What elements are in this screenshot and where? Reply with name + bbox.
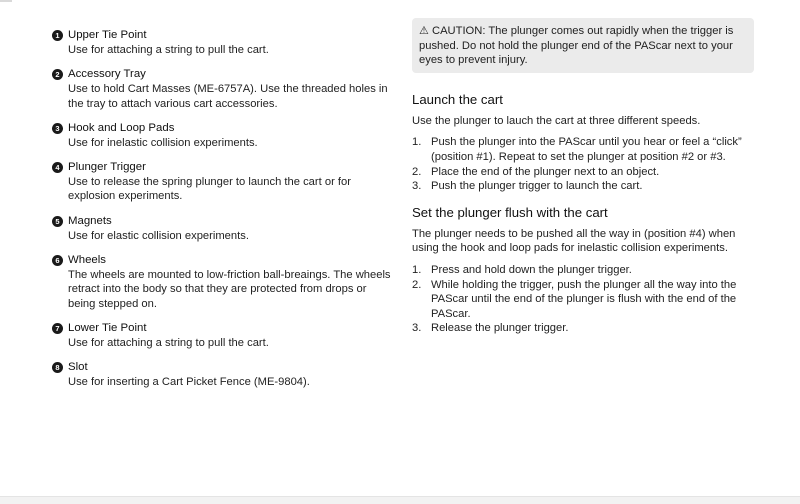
list-item: [412, 263, 754, 278]
number-badge-icon: 2: [52, 69, 63, 80]
step-number: 3.: [412, 322, 422, 335]
part-description: Use for attaching a string to pull the cart.: [68, 44, 269, 56]
part-item: [52, 253, 392, 312]
number-badge-icon: 6: [52, 255, 63, 266]
part-title: Wheels: [68, 253, 106, 266]
page-bottom-edge: [0, 496, 800, 504]
part-item: [52, 121, 392, 151]
steps-list: [412, 135, 754, 193]
step-text: While holding the trigger, push the plunger all the way into the PAScar until the end of the plunger is flush with the end of the PAScar.: [431, 278, 737, 320]
part-item: [52, 214, 392, 244]
section-heading: Launch the cart: [412, 91, 503, 107]
step-text: Press and hold down the plunger trigger.: [431, 263, 632, 276]
page-corner-mark: [0, 0, 12, 2]
part-item: [52, 67, 392, 111]
part-description: Use to release the spring plunger to launch the cart or for explosion experiments.: [68, 175, 351, 203]
number-badge-icon: 8: [52, 362, 63, 373]
step-text: Release the plunger trigger.: [431, 322, 569, 335]
part-description: Use for inelastic collision experiments.: [68, 136, 258, 149]
part-title: Accessory Tray: [68, 68, 146, 81]
list-item: [412, 179, 754, 194]
number-badge-icon: 1: [52, 30, 63, 41]
launch-section: [412, 91, 754, 194]
list-item: [412, 321, 754, 336]
section-intro: Use the plunger to lauch the cart at three different speeds.: [412, 114, 701, 127]
part-description: Use to hold Cart Masses (ME-6757A). Use the threaded holes in the tray to attach various cart accessories.: [68, 83, 388, 110]
number-badge-icon: 5: [52, 216, 63, 227]
part-description: Use for elastic collision experiments.: [68, 229, 249, 242]
section-intro: The plunger needs to be pushed all the way in (position #4) when using the hook and loop pads for inelastic collision experiments.: [412, 227, 736, 255]
part-title: Lower Tie Point: [68, 322, 147, 335]
number-badge-icon: 4: [52, 162, 63, 173]
part-description: Use for attaching a string to pull the cart.: [68, 336, 269, 349]
part-description: Use for inserting a Cart Picket Fence (ME-9804).: [68, 376, 310, 389]
step-text: Place the end of the plunger next to an object.: [431, 165, 660, 178]
step-text: Push the plunger into the PAScar until you hear or feel a “click” (position #1). Repeat to set the plunger at position #2 or #3.: [431, 136, 742, 163]
part-title: Slot: [68, 361, 88, 374]
part-item: [52, 360, 392, 390]
list-item: [412, 165, 754, 180]
caution-box: [412, 18, 754, 73]
part-item: [52, 321, 392, 351]
step-number: 2.: [412, 165, 422, 178]
step-number: 2.: [412, 278, 422, 291]
part-title: Magnets: [68, 214, 112, 227]
steps-list: [412, 263, 754, 336]
caution-text: CAUTION: The plunger comes out rapidly when the trigger is pushed. Do not hold the plunger end of the PAScar next to your eyes to prevent injury.: [419, 25, 734, 67]
part-description: The wheels are mounted to low-friction ball-breaings. The wheels retract into the body so that they are protected from drops or being stepped on.: [68, 268, 391, 310]
part-title: Upper Tie Point: [68, 29, 147, 42]
parts-list: [52, 28, 392, 399]
step-number: 1.: [412, 136, 422, 149]
list-item: [412, 135, 754, 164]
section-heading: Set the plunger flush with the cart: [412, 204, 608, 220]
part-title: Hook and Loop Pads: [68, 121, 175, 134]
step-text: Push the plunger trigger to launch the cart.: [431, 180, 643, 193]
instructions-column: [412, 18, 754, 346]
flush-section: [412, 204, 754, 336]
list-item: [412, 278, 754, 322]
step-number: 3.: [412, 180, 422, 193]
part-item: [52, 160, 392, 204]
number-badge-icon: 3: [52, 123, 63, 134]
part-item: [52, 28, 392, 58]
part-title: Plunger Trigger: [68, 161, 146, 174]
number-badge-icon: 7: [52, 323, 63, 334]
warning-icon: ⚠: [419, 25, 429, 37]
step-number: 1.: [412, 263, 422, 276]
